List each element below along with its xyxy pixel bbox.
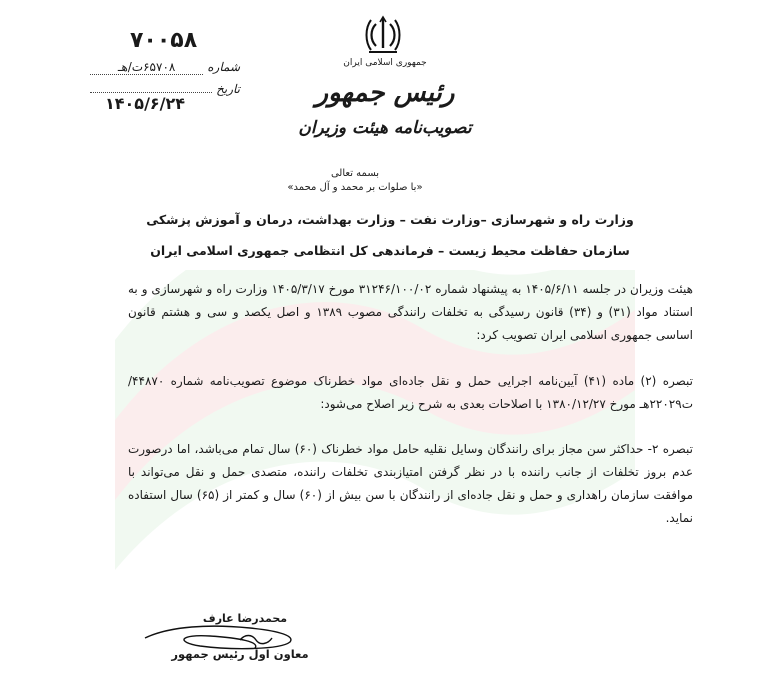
invocation-line-2: «با صلوات بر محمد و آل محمد» — [287, 182, 423, 193]
reference-row — [90, 60, 240, 75]
signatory-title: معاون اول رئیس جمهور — [171, 647, 309, 661]
office-title: رئیس جمهور — [315, 78, 455, 108]
signatory-name: محمدرضا عارف — [202, 612, 288, 625]
paragraph-preamble: هیئت وزیران در جلسه ۱۴۰۵/۶/۱۱ به پیشنهاد شماره ۳۱۲۴۶/۱۰۰/۰۲ مورخ ۱۴۰۵/۳/۱۷ وزارت راه و شهرسازی و به استناد مواد (۳۱) و (۳۴) قانون رسیدگی به تخلفات رانندگی مصوب ۱۳۸۹ و اصل یکصد و سی و هشتم قانون اساسی جمهوری اسلامی ایران تصویب کرد: — [128, 282, 694, 342]
paragraph-note-2: تبصره ۲- حداکثر سن مجاز برای رانندگان وسایل نقلیه حامل مواد خطرناک (۶۰) سال تمام می‌باشد، اما درصورت عدم بروز تخلفات از جانب راننده با در نظر گرفتن امتیازبندی تخلفات راننده، متصدی حمل و نقل می‌تواند با موافقت سازمان راهداری و حمل و نقل جاده‌ای از رانندگان با سن بیش از (۶۰) سال و کمتر از (۶۵) سال استفاده نماید. — [128, 442, 693, 525]
document-type: تصویب‌نامه هیئت وزیران — [298, 118, 472, 138]
date-label: تاریخ — [216, 82, 240, 96]
header-caption: جمهوری اسلامی ایران — [343, 58, 427, 68]
invocation-line-1: بسمه تعالی — [330, 168, 380, 179]
letter-number: ۷۰۰۵۸ — [130, 28, 198, 53]
iran-emblem-icon — [363, 14, 403, 56]
reference-label: شماره — [207, 60, 240, 74]
recipients-line-2: سازمان حفاظت محیط زیست – فرماندهی کل انتظامی جمهوری اسلامی ایران — [150, 243, 630, 258]
date-dotted-line — [90, 92, 212, 93]
date-value: ۱۴۰۵/۶/۲۴ — [105, 94, 186, 113]
reference-value: ۶۵۷۰۸ت/هـ — [90, 60, 203, 75]
paragraph-amendment: تبصره (۲) ماده (۴۱) آیین‌نامه اجرایی حمل و نقل جاده‌ای مواد خطرناک موضوع تصویب‌نامه شماره ۴۴۸۷۰/ت۲۲۰۲۹هـ مورخ ۱۳۸۰/۱۲/۲۷ با اصلاحات بعدی به شرح زیر اصلاح می‌شود: — [128, 374, 693, 411]
recipients-line-1: وزارت راه و شهرسازی –وزارت نفت – وزارت بهداشت، درمان و آموزش پزشکی — [146, 212, 634, 227]
